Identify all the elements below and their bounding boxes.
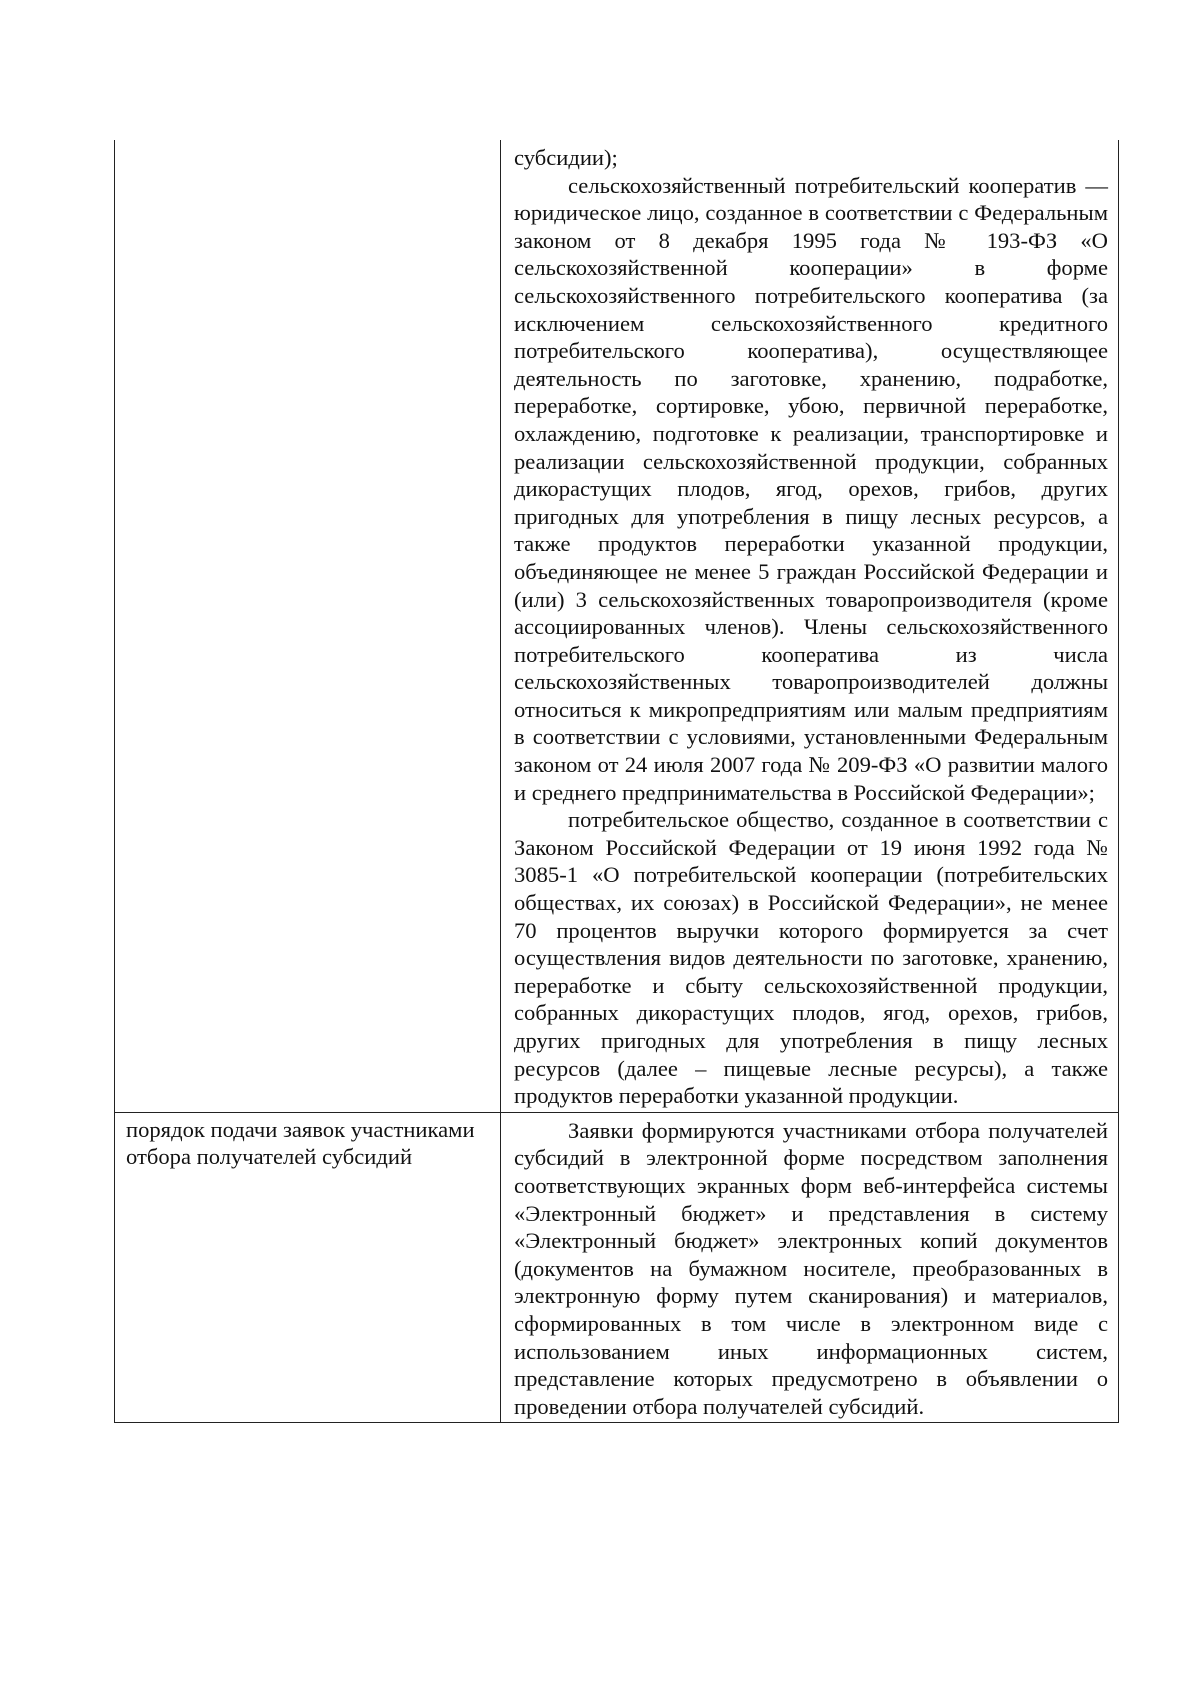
paragraph: Заявки формируются участниками отбора получателей субсидий в электронной форме посредством заполнения соответствующих экранных форм веб-интерфейса системы «Электронный бюджет» и представления в систему «Электронный бюджет» электронных копий документов (документов на бумажном носителе, преобразованных в электронную форму путем сканирования) и материалов, сформированных в том числе в электронном виде с использованием иных информационных систем, представление которых предусмотрено в объявлении о проведении отбора получателей субсидий. (514, 1117, 1108, 1419)
table-row (115, 140, 1119, 1112)
paragraph: сельскохозяйственный потребительский кооператив — юридическое лицо, созданное в соответствии с Федеральным законом от 8 декабря 1995 года № 193-ФЗ «О сельскохозяйственной кооперации» в форме сельскохозяйственного потребительского кооператива (за исключением сельскохозяйственного кредитного потребительского кооператива), осуществляющее деятельность по заготовке, хранению, подработке, переработке, сортировке, убою, первичной переработке, охлаждению, подготовке к реализации, транспортировке и реализации сельскохозяйственной продукции, собранных дикорастущих плодов, ягод, орехов, грибов, других пригодных для употребления в пищу лесных ресурсов, а также продуктов переработки указанной продукции, объединяющее не менее 5 граждан Российской Федерации и (или) 3 сельскохозяйственных товаропроизводителя (кроме ассоциированных членов). Члены сельскохозяйственного потребительского кооператива из числа сельскохозяйственных товаропроизводителей должны относиться к микропредприятиям или малым предприятиям в соответствии с условиями, установленными Федеральным законом от 24 июля 2007 года № 209-ФЗ «О развитии малого и среднего предпринимательства в Российской Федерации»; (514, 172, 1108, 805)
table-row (115, 1112, 1119, 1423)
paragraph: потребительское общество, созданное в соответствии с Законом Российской Федерации от 19 июня 1992 года № 3085-1 «О потребительской кооперации (потребительских обществах, их союзах) в Российской Федерации», не менее 70 процентов выручки которого формируется за счет осуществления видов деятельности по заготовке, хранению, переработке и сбыту сельскохозяйственной продукции, собранных дикорастущих плодов, ягод, орехов, грибов, других пригодных для употребления в пищу лесных ресурсов (далее – пищевые лесные ресурсы), а также продуктов переработки указанной продукции. (514, 807, 1108, 1109)
row-label: порядок подачи заявок участниками отбора получателей субсидий (126, 1116, 475, 1170)
document-table (114, 140, 1119, 1423)
row-label-cell (115, 140, 501, 1112)
row-label-cell (115, 1112, 501, 1423)
paragraph: субсидии); (514, 145, 618, 170)
row-content-cell (501, 140, 1119, 1112)
row-content-cell (501, 1112, 1119, 1423)
